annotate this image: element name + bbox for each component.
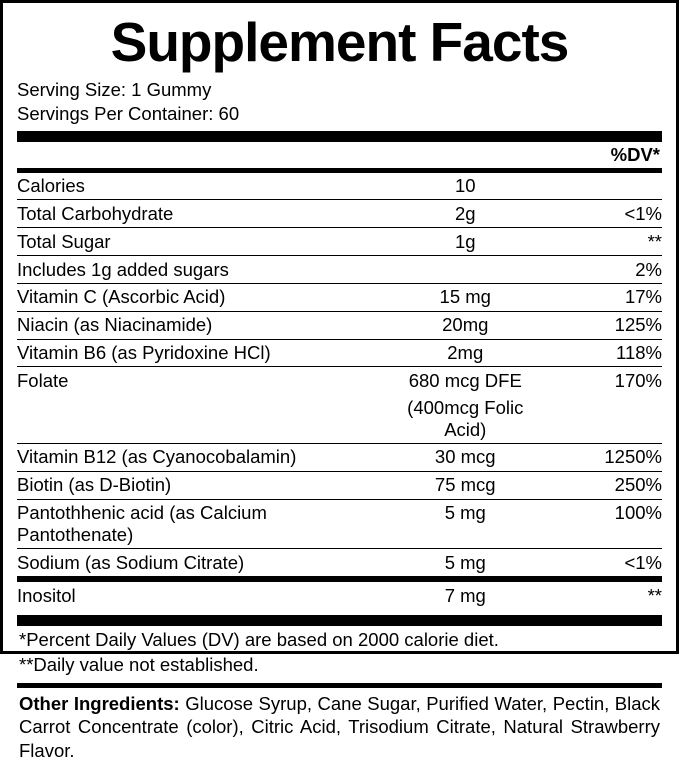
page-title: Supplement Facts bbox=[110, 11, 569, 73]
other-ingredients-text: Glucose Syrup, Cane Sugar, Purified Water, Pectin, Black Carrot Concentrate (color), Citric Acid, Trisodium Citrate, Natural Strawberry Flavor. bbox=[19, 692, 660, 761]
nutrient-daily-value: <1% bbox=[546, 549, 662, 577]
table-row bbox=[17, 499, 662, 549]
nutrient-amount: 2g bbox=[385, 200, 546, 228]
nutrient-name: Total Sugar bbox=[17, 228, 385, 256]
nutrient-name: Inositol bbox=[17, 584, 76, 606]
table-row bbox=[17, 200, 662, 228]
nutrient-daily-value: ** bbox=[546, 228, 662, 256]
table-row bbox=[17, 311, 662, 339]
nutrient-table-secondary bbox=[17, 582, 662, 609]
daily-value-header: %DV* bbox=[610, 144, 660, 166]
nutrient-name: Sodium (as Sodium Citrate) bbox=[17, 549, 385, 577]
nutrient-amount: 20mg bbox=[385, 311, 546, 339]
table-row bbox=[17, 394, 662, 443]
serving-size: Serving Size: 1 Gummy bbox=[17, 79, 212, 100]
nutrient-amount: 5 mg bbox=[385, 549, 546, 577]
nutrient-daily-value: 170% bbox=[614, 369, 662, 391]
nutrient-daily-value bbox=[546, 173, 662, 200]
table-row bbox=[17, 367, 662, 394]
nutrient-name: Includes 1g added sugars bbox=[17, 256, 385, 284]
nutrient-amount: 30 mcg bbox=[385, 443, 546, 471]
nutrient-daily-value: 118% bbox=[546, 339, 662, 367]
nutrient-name: Pantothhenic acid (as Calcium Pantothenate) bbox=[17, 499, 385, 549]
nutrient-name: Niacin (as Niacinamide) bbox=[17, 311, 385, 339]
nutrient-daily-value bbox=[546, 394, 662, 443]
nutrient-daily-value: 17% bbox=[546, 283, 662, 311]
nutrient-table bbox=[17, 173, 662, 577]
other-ingredients-label: Other Ingredients: bbox=[19, 692, 180, 714]
nutrient-name: Vitamin C (Ascorbic Acid) bbox=[17, 283, 385, 311]
nutrient-amount: 7 mg bbox=[444, 584, 486, 606]
nutrient-daily-value: 125% bbox=[546, 311, 662, 339]
nutrient-amount bbox=[385, 256, 546, 284]
nutrient-name: Folate bbox=[17, 369, 69, 391]
table-row bbox=[17, 582, 662, 609]
nutrient-daily-value: 250% bbox=[546, 471, 662, 499]
footnote-not-established: **Daily value not established. bbox=[19, 654, 259, 676]
nutrient-name: Total Carbohydrate bbox=[17, 200, 385, 228]
nutrient-amount: 1g bbox=[385, 228, 546, 256]
nutrient-daily-value: <1% bbox=[546, 200, 662, 228]
table-row bbox=[17, 173, 662, 200]
nutrient-daily-value: 1250% bbox=[546, 443, 662, 471]
nutrient-amount: 680 mcg DFE bbox=[408, 369, 522, 391]
nutrient-name: Vitamin B12 (as Cyanocobalamin) bbox=[17, 443, 385, 471]
table-row bbox=[17, 256, 662, 284]
divider-thick-bottom bbox=[17, 615, 662, 626]
other-ingredients bbox=[19, 692, 660, 762]
footnote-daily-value: *Percent Daily Values (DV) are based on 2000 calorie diet. bbox=[19, 628, 499, 650]
nutrient-amount: 75 mcg bbox=[385, 471, 546, 499]
nutrient-amount: 5 mg bbox=[385, 499, 546, 549]
nutrient-amount: 2mg bbox=[385, 339, 546, 367]
nutrient-name: Vitamin B6 (as Pyridoxine HCl) bbox=[17, 339, 385, 367]
divider-medium-ingredients bbox=[17, 683, 662, 688]
servings-per-container: Servings Per Container: 60 bbox=[17, 102, 240, 124]
divider-thick-top bbox=[17, 131, 662, 142]
nutrient-amount: (400mcg Folic Acid) bbox=[385, 394, 546, 443]
nutrient-daily-value: ** bbox=[647, 584, 662, 606]
nutrient-amount: 15 mg bbox=[385, 283, 546, 311]
nutrient-name: Calories bbox=[17, 173, 385, 200]
table-row bbox=[17, 549, 662, 577]
nutrient-amount: 10 bbox=[385, 173, 546, 200]
nutrient-name: Biotin (as D-Biotin) bbox=[17, 471, 385, 499]
table-row bbox=[17, 471, 662, 499]
table-row bbox=[17, 339, 662, 367]
nutrient-daily-value: 100% bbox=[546, 499, 662, 549]
table-row bbox=[17, 283, 662, 311]
table-row bbox=[17, 443, 662, 471]
nutrient-name bbox=[17, 394, 385, 443]
table-row bbox=[17, 228, 662, 256]
nutrient-daily-value: 2% bbox=[546, 256, 662, 284]
